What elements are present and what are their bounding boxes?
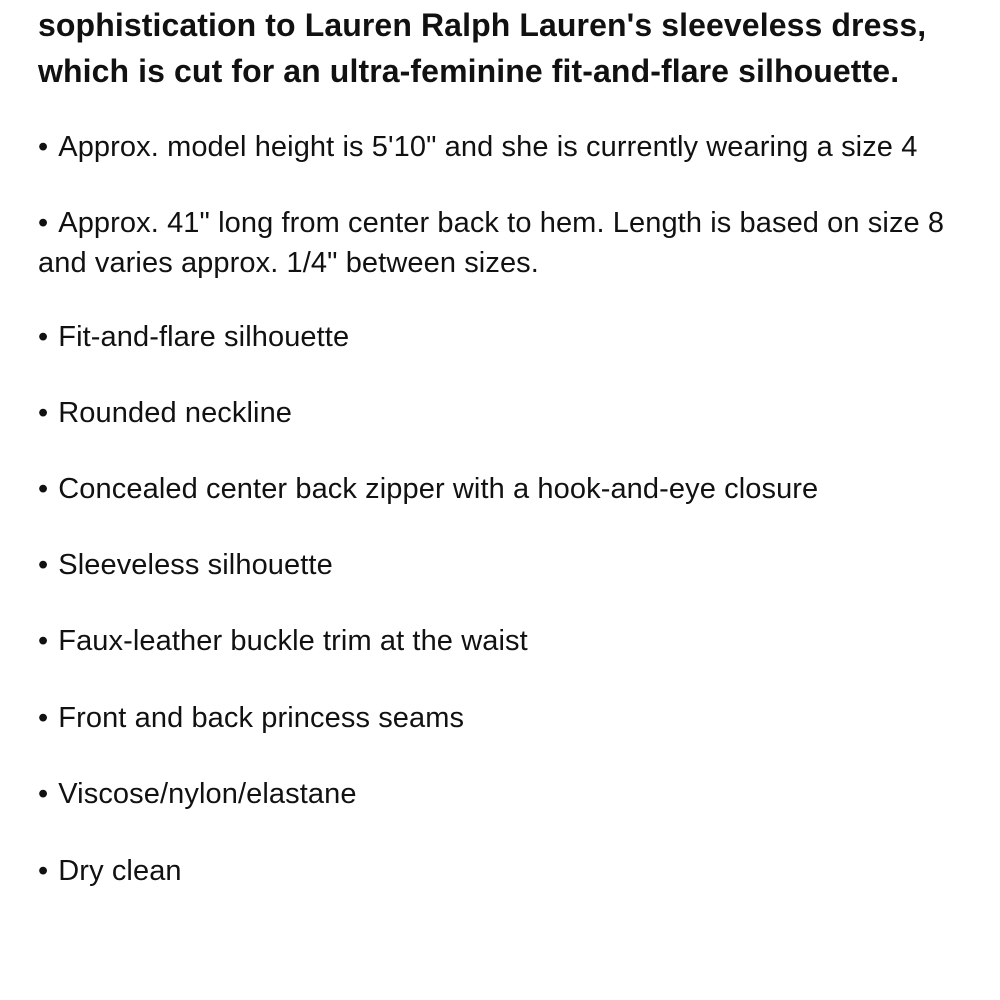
list-item bbox=[38, 774, 968, 814]
list-item bbox=[38, 545, 968, 585]
feature-text: Sleeveless silhouette bbox=[58, 549, 333, 581]
feature-text: Viscose/nylon/elastane bbox=[58, 778, 357, 810]
description-intro: sophistication to Lauren Ralph Lauren's sleeveless dress, which is cut for an ultra-feminine fit-and-flare silhouette. bbox=[38, 7, 927, 89]
bullet-icon: • bbox=[38, 321, 49, 353]
list-item bbox=[38, 621, 968, 661]
bullet-icon: • bbox=[38, 549, 49, 581]
feature-text: Faux-leather buckle trim at the waist bbox=[58, 625, 528, 657]
list-item bbox=[38, 393, 968, 433]
feature-text: Rounded neckline bbox=[58, 397, 293, 429]
feature-text: Fit-and-flare silhouette bbox=[58, 321, 350, 353]
feature-list bbox=[38, 127, 968, 891]
bullet-icon: • bbox=[38, 625, 49, 657]
bullet-icon: • bbox=[38, 855, 49, 887]
bullet-icon: • bbox=[38, 131, 49, 163]
bullet-icon: • bbox=[38, 207, 49, 239]
list-item bbox=[38, 203, 968, 283]
feature-text: Front and back princess seams bbox=[58, 702, 465, 734]
list-item bbox=[38, 698, 968, 738]
list-item bbox=[38, 127, 968, 167]
feature-text: Concealed center back zipper with a hook-and-eye closure bbox=[58, 473, 819, 505]
bullet-icon: • bbox=[38, 473, 49, 505]
feature-text: Approx. 41" long from center back to hem. Length is based on size 8 and varies approx. 1/4" between sizes. bbox=[38, 207, 945, 279]
product-description bbox=[38, 2, 968, 891]
list-item bbox=[38, 851, 968, 891]
feature-text: Approx. model height is 5'10" and she is currently wearing a size 4 bbox=[58, 131, 918, 163]
list-item bbox=[38, 469, 968, 509]
list-item bbox=[38, 317, 968, 357]
feature-text: Dry clean bbox=[58, 855, 182, 887]
bullet-icon: • bbox=[38, 702, 49, 734]
bullet-icon: • bbox=[38, 397, 49, 429]
bullet-icon: • bbox=[38, 778, 49, 810]
